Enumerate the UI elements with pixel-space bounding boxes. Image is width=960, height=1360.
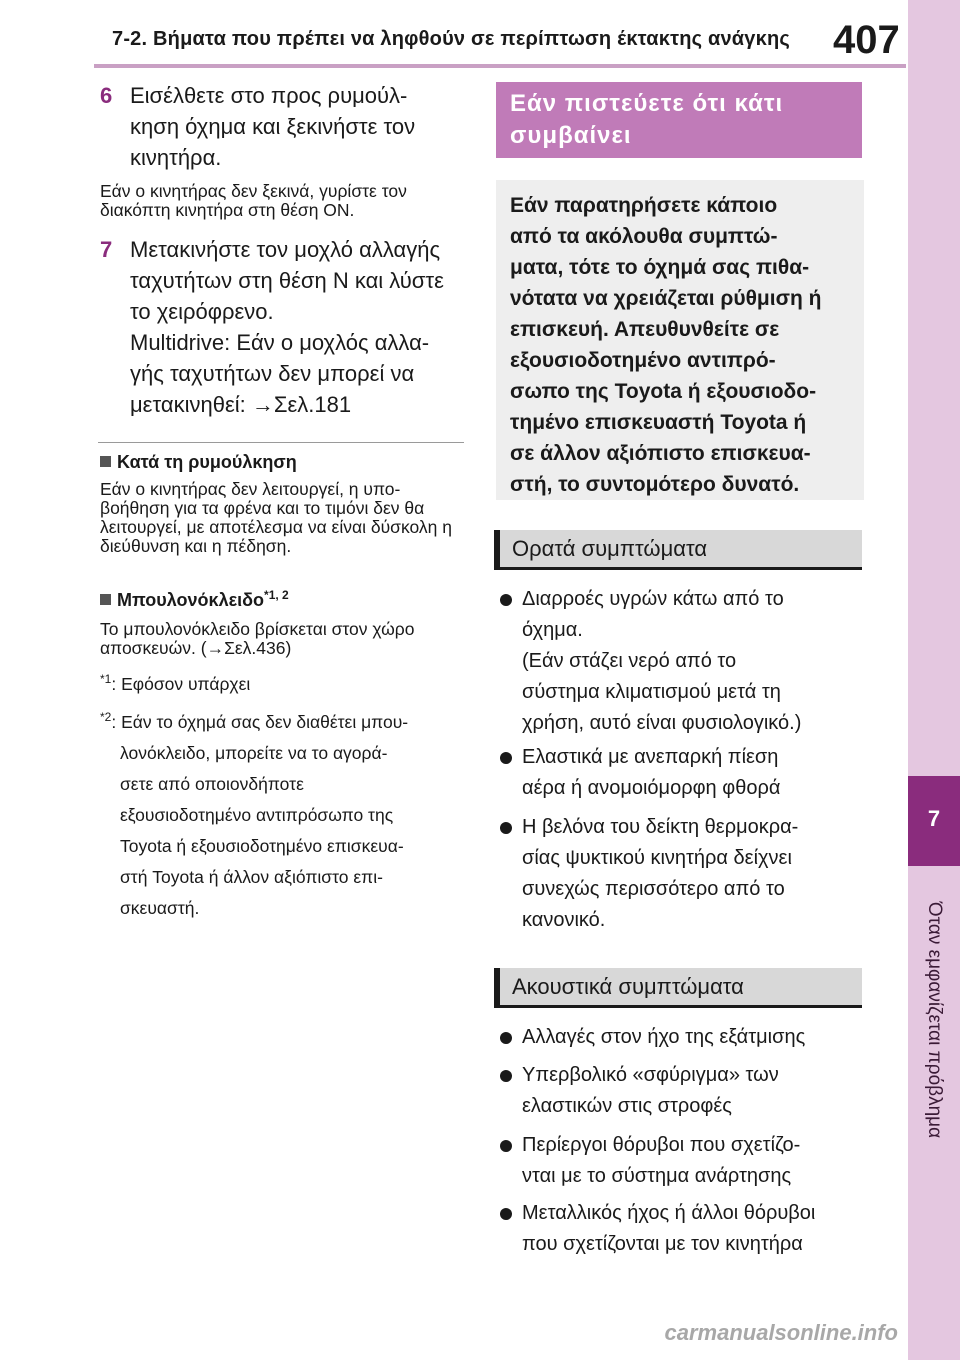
side-tab-label: Όταν εμφανίζεται πρόβλημα [924, 901, 945, 1139]
step-line: γής ταχυτήτων δεν μπορεί να [130, 361, 415, 386]
step-line: Μετακινήστε τον μοχλό αλλαγής [130, 237, 441, 262]
footnote-2: $^{*2}$: Εάν το όχημά σας δεν διαθέτει μπου- λονόκλειδο, μπορείτε να το αγορά- σετε από οποιονδήποτε εξουσιοδοτημένο αντιπρόσωπο της Toyota ή εξουσιοδοτημένο επισκευα- στή Toyota ή άλλον αξιόπιστο επι- σκευαστή. [100, 710, 409, 918]
wrench-heading: Μπουλονόκλειδο$^{*1, 2}$ [100, 588, 289, 611]
step-line: το χειρόφρενο. [130, 299, 274, 324]
step-line: ταχυτήτων στη θέση N και λύστε [130, 268, 444, 293]
towing-heading: Κατά τη ρυμούλκηση [100, 452, 297, 473]
wrench-text: Το μπουλονόκλειδο βρίσκεται στον χώρο αποσκευών. (→Σελ.436) [100, 619, 415, 658]
header-rule [94, 64, 906, 68]
list-item: Αλλαγές στον ήχο της εξάτμισης [498, 1022, 860, 1053]
step-7 [100, 234, 460, 420]
bullet-icon [500, 1140, 512, 1152]
bullet-icon [500, 594, 512, 606]
step-line: κινητήρα. [130, 145, 222, 170]
list-item: Η βελόνα του δείκτη θερμοκρα- σίας ψυκτικού κινητήρα δείχνει συνεχώς περισσότερο από το κανονικό. [498, 812, 860, 936]
square-bullet-icon [100, 594, 111, 605]
footnote-mark: *1 [100, 672, 112, 686]
banner-line: Εάν πιστεύετε ότι κάτι [510, 90, 784, 117]
bullet-icon [500, 752, 512, 764]
section-divider [98, 442, 464, 443]
list-item: Περίεργοι θόρυβοι που σχετίζο- νται με το σύστημα ανάρτησης [498, 1130, 860, 1192]
visible-symptoms-heading: Ορατά συμπτώματα [494, 530, 862, 570]
side-chapter-tab [908, 0, 960, 1360]
footnote-mark: *2 [100, 710, 112, 724]
square-bullet-icon [100, 456, 111, 467]
notice-box: Εάν παρατηρήσετε κάποιο από τα ακόλουθα συμπτώ- ματα, τότε το όχημά σας πιθα- νότατα να χρειάζεται ρύθμιση ή επισκευή. Απευθυνθείτε σε εξουσιοδοτημένο αντιπρό- σωπο της Toyota ή εξουσιοδο- τημένο επισκευαστή Toyota ή σε άλλον αξιόπιστο επισκευα- στή, το συντομότερο δυνατό. [496, 180, 864, 500]
list-item: Υπερβολικό «σφύριγμα» των ελαστικών στις στροφές [498, 1060, 860, 1122]
footnote-1: $^{*1}$: Εφόσον υπάρχει [100, 672, 251, 694]
step-number: 6 [100, 83, 113, 108]
page-number: 407 [833, 18, 900, 62]
footnote-ref: *1, 2 [264, 588, 289, 602]
step-6 [100, 80, 460, 173]
step-number: 7 [100, 237, 113, 262]
list-item: Ελαστικά με ανεπαρκή πίεση αέρα ή ανομοιόμορφη φθορά [498, 742, 860, 804]
bullet-icon [500, 1070, 512, 1082]
step-line: μετακινηθεί: →Σελ.181 [130, 392, 352, 417]
list-item: Μεταλλικός ήχος ή άλλοι θόρυβοι που σχετίζονται με τον κινητήρα [498, 1198, 860, 1260]
banner-line: συμβαίνει [510, 122, 632, 149]
step-6-note: Εάν ο κινητήρας δεν ξεκινά, γυρίστε τον διακόπτη κινητήρα στη θέση ON. [100, 181, 407, 220]
bullet-icon [500, 1208, 512, 1220]
chapter-title: 7-2. Βήματα που πρέπει να ληφθούν σε περίπτωση έκτακτης ανάγκης [112, 28, 790, 50]
bullet-icon [500, 1032, 512, 1044]
step-line: Multidrive: Εάν ο μοχλός αλλα- [130, 330, 430, 355]
side-tab-number: 7 [927, 806, 941, 831]
towing-text: Εάν ο κινητήρας δεν λειτουργεί, η υπο-βοήθηση για τα φρένα και το τιμόνι δεν θα λειτουργεί, με αποτέλεσμα να είναι δύσκολη η διεύθυνση και η πέδηση. [100, 479, 452, 556]
bullet-icon [500, 822, 512, 834]
step-line: κηση όχημα και ξεκινήστε τον [130, 114, 416, 139]
list-item: Διαρροές υγρών κάτω από το όχημα. (Εάν στάζει νερό από το σύστημα κλιματισμού μετά τη χρήση, αυτό είναι φυσιολογικό.) [498, 584, 860, 739]
section-banner [496, 82, 862, 158]
watermark: carmanualsonline.info [664, 1320, 898, 1345]
step-line: Εισέλθετε στο προς ρυμούλ- [130, 83, 408, 108]
audible-symptoms-heading: Ακουστικά συμπτώματα [494, 968, 862, 1008]
